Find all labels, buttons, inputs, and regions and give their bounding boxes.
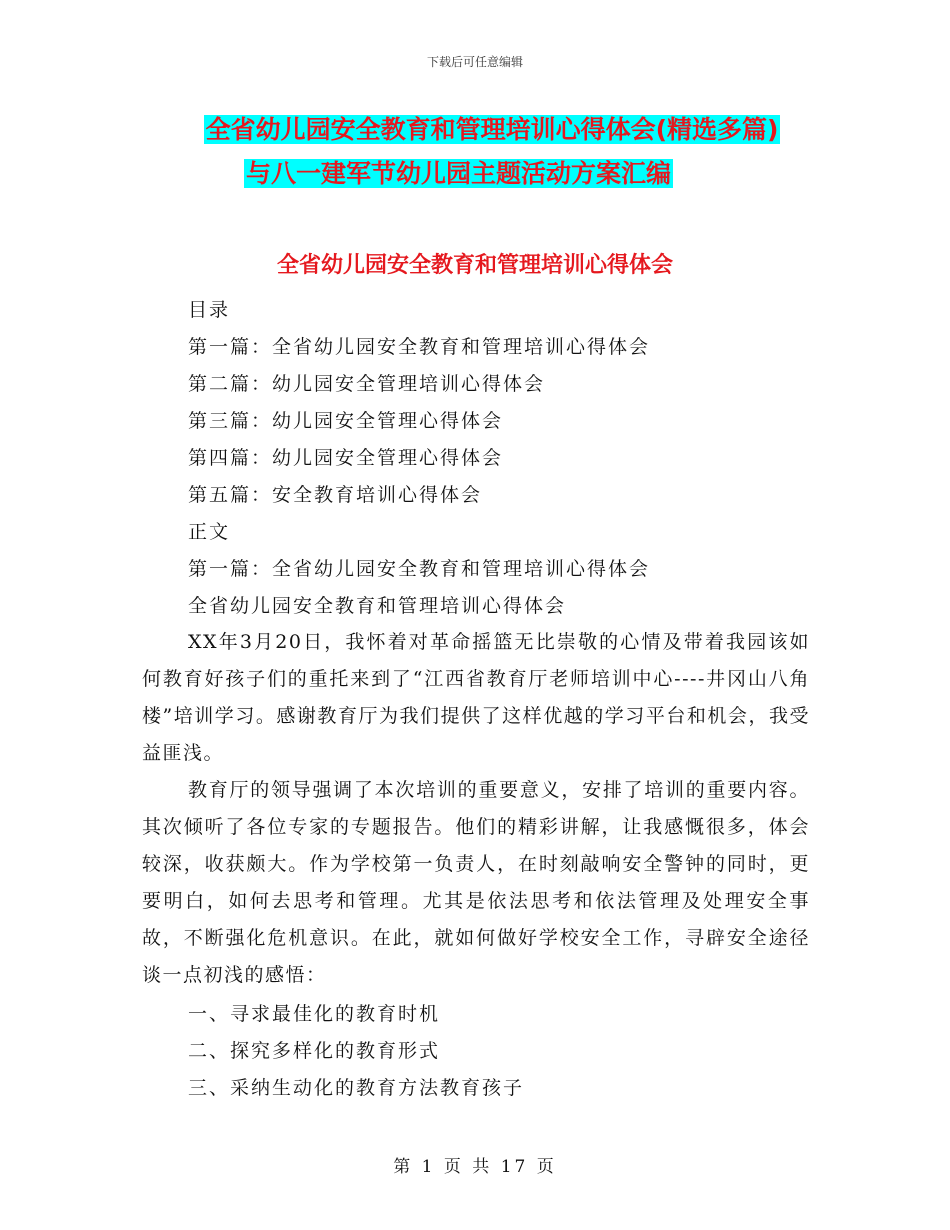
paragraph: XX年3月20日，我怀着对革命摇篮无比崇敬的心情及带着我园该如何教育好孩子们的重托来到了“江西省教育厅老师培训中心----井冈山八角楼”培训学习。感谢教育厅为我们提供了这样优越的学习平台和机会，我受益匪浅。 (142, 631, 810, 764)
header-note: 下载后可任意编辑 (426, 55, 523, 69)
key-points-list (188, 996, 524, 1107)
toc-item: 第二篇：幼儿园安全管理培训心得体会 (188, 373, 546, 395)
document-title-line-1 (0, 113, 950, 147)
toc-heading: 目录 (188, 299, 231, 321)
section-title: 全省幼儿园安全教育和管理培训心得体会 (276, 253, 673, 278)
body-heading: 正文 (188, 521, 231, 543)
table-of-contents (188, 292, 650, 625)
list-item: 三、采纳生动化的教育方法教育孩子 (188, 1077, 525, 1099)
toc-item: 第五篇：安全教育培训心得体会 (188, 484, 483, 506)
highlighted-title-text: 全省幼儿园安全教育和管理培训心得体会(精选多篇) (205, 115, 779, 144)
toc-item: 第四篇：幼儿园安全管理心得体会 (188, 447, 504, 469)
article-body (142, 624, 810, 994)
article-title: 全省幼儿园安全教育和管理培训心得体会 (188, 595, 567, 617)
document-title-line-2 (0, 157, 950, 191)
list-item: 一、寻求最佳化的教育时机 (188, 1003, 441, 1025)
toc-item: 第三篇：幼儿园安全管理心得体会 (188, 410, 504, 432)
page-number-footer: 第 1 页 共 17 页 (393, 1157, 557, 1177)
list-item: 二、探究多样化的教育形式 (188, 1040, 441, 1062)
chapter-heading: 第一篇：全省幼儿园安全教育和管理培训心得体会 (188, 558, 651, 580)
paragraph: 教育厅的领导强调了本次培训的重要意义，安排了培训的重要内容。其次倾听了各位专家的专题报告。他们的精彩讲解，让我感慨很多，体会较深，收获颇大。作为学校第一负责人，在时刻敲响安全警钟的同时，更要明白，如何去思考和管理。尤其是依法思考和依法管理及处理安全事故，不断强化危机意识。在此，就如何做好学校安全工作，寻辟安全途径谈一点初浅的感悟： (142, 779, 810, 986)
toc-item: 第一篇：全省幼儿园安全教育和管理培训心得体会 (188, 336, 651, 358)
highlighted-title-text: 与八一建军节幼儿园主题活动方案汇编 (245, 159, 671, 188)
